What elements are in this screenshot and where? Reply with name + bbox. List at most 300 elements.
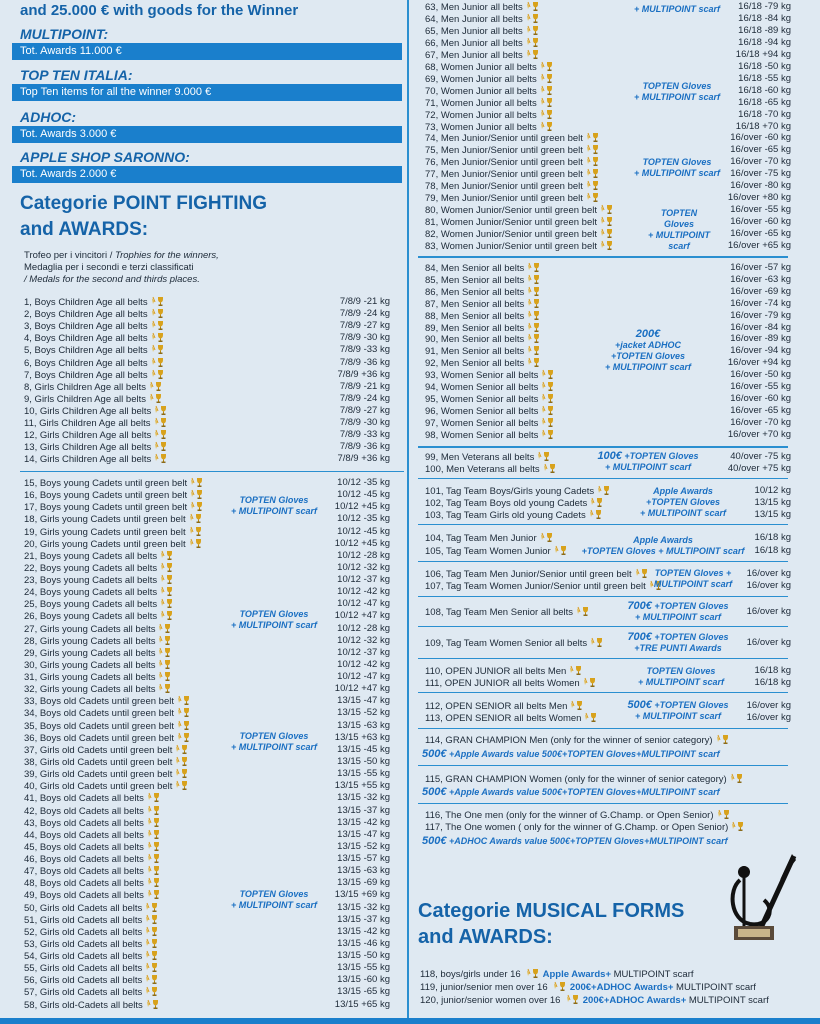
sponsor-title-topten: TOP TEN ITALIA: — [20, 67, 133, 83]
category-row — [425, 606, 795, 618]
category-age-weight: 13/15 -65 kg — [337, 986, 390, 998]
category-age-weight: 16/over kg — [746, 712, 791, 723]
trophy-icon — [175, 744, 189, 755]
category-age-weight: 7/8/9 -27 kg — [339, 404, 390, 416]
category-age-weight: 10/12 -35 kg — [337, 513, 390, 525]
category-name: 8, Girls Children Age all belts — [24, 381, 146, 393]
trophy-icon — [540, 109, 554, 120]
award-note-line: TOPTEN — [660, 208, 698, 218]
category-label — [24, 369, 165, 382]
category-name: 88, Men Senior all belts — [425, 310, 525, 322]
award-note-young-cadets-all — [224, 609, 324, 631]
trophy-icon — [151, 296, 165, 307]
category-name: 83, Women Junior/Senior until green belt — [425, 241, 597, 252]
category-label — [24, 598, 174, 611]
musical-forms-heading — [418, 898, 684, 950]
category-age-weight: 13/15 -63 kg — [337, 865, 390, 877]
category-age-weight: 16/over -69 kg — [730, 285, 791, 297]
category-age-weight: 16/18 +94 kg — [735, 48, 791, 60]
category-row — [425, 485, 795, 497]
trophy-icon — [160, 550, 174, 561]
category-name: 17, Boys young Cadets until green belt — [24, 502, 188, 514]
category-name: 33, Boys old Cadets until green belt — [24, 696, 174, 708]
category-row — [24, 841, 396, 853]
trophy-icon — [554, 545, 568, 556]
award-note-line: + MULTIPOINT scarf — [604, 362, 692, 372]
category-name: 50, Girls old Cadets all belts — [24, 902, 143, 914]
trophy-icon — [541, 393, 555, 404]
trophy-icon — [158, 671, 172, 682]
category-name: 36, Boys old Cadets until green belt — [24, 732, 174, 744]
trophy-icon — [158, 623, 172, 634]
category-age-weight: 16/over -84 kg — [730, 321, 791, 333]
category-age-weight: 16/18 -70 kg — [738, 108, 791, 120]
trophy-icon — [177, 732, 191, 743]
category-name: 4, Boys Children Age all belts — [24, 333, 148, 345]
note-line-2: Medaglia per i secondi e terzi classificati — [24, 262, 194, 273]
category-row — [24, 405, 396, 417]
bottom-bar — [0, 1018, 820, 1024]
gran-champion-women-label: 115, GRAN CHAMPION Women (only for the winner of senior category) — [425, 774, 727, 785]
category-name: 113, OPEN SENIOR all belts Women — [425, 713, 582, 724]
category-row — [24, 683, 396, 695]
trophy-icon — [190, 501, 204, 512]
sponsor-bar-topten: Top Ten items for all the winner 9.000 € — [12, 84, 402, 101]
gran-champion-women-award-text: +Apple Awards value 500€+TOPTEN Gloves+MULTIPOINT scarf — [446, 787, 720, 797]
category-name: 11, Girls Children Age all belts — [24, 418, 151, 429]
award-note-line: + MULTIPOINT scarf — [230, 506, 318, 516]
separator-line — [418, 256, 788, 258]
category-age-weight: 16/18 kg — [754, 665, 791, 676]
category-age-weight: 16/over -94 kg — [730, 345, 791, 357]
category-age-weight: 16/over +70 kg — [727, 428, 791, 440]
category-row — [24, 320, 396, 332]
category-row — [24, 477, 396, 489]
trophy-icon — [151, 332, 165, 343]
category-label — [24, 381, 163, 394]
category-age-weight: 10/12 -28 kg — [337, 549, 390, 561]
category-age-weight: 13/15 -32 kg — [337, 792, 390, 804]
trophy-icon — [635, 568, 649, 579]
award-note-tag-junior — [580, 535, 746, 557]
category-row — [24, 805, 396, 817]
category-name: 104, Tag Team Men Junior — [425, 533, 537, 544]
category-name: 82, Women Junior/Senior until green belt — [425, 229, 597, 241]
trophy-icon — [527, 322, 541, 333]
category-row — [425, 665, 795, 677]
category-age-weight: 16/over -70 kg — [730, 156, 791, 168]
trophy-icon — [147, 805, 161, 816]
trophy-icon — [146, 999, 160, 1010]
trophy-icon — [583, 677, 597, 688]
category-label — [24, 320, 165, 333]
category-name: 49, Boys old Cadets all belts — [24, 890, 144, 902]
category-age-weight: 10/12 -35 kg — [337, 477, 390, 488]
category-row — [24, 489, 396, 501]
category-age-weight: 16/18 -50 kg — [738, 60, 791, 72]
category-row — [24, 357, 396, 369]
category-label — [425, 532, 554, 545]
category-name: 75, Men Junior/Senior until green belt — [425, 145, 583, 157]
trophy-icon — [147, 865, 161, 876]
category-row — [425, 109, 795, 121]
award-note-line: scarf — [668, 241, 690, 251]
trophy-icon — [160, 562, 174, 573]
trophy-icon — [145, 974, 159, 985]
category-row — [24, 671, 396, 683]
musical-forms-logo-icon — [720, 850, 798, 946]
category-row — [425, 97, 795, 109]
category-age-weight: 16/over +65 kg — [727, 240, 791, 251]
award-note-line: TOPTEN Gloves — [239, 889, 309, 899]
separator-line — [418, 765, 788, 766]
trophy-icon — [570, 700, 584, 711]
category-name: 15, Boys young Cadets until green belt — [24, 478, 188, 489]
trophy-icon — [160, 598, 174, 609]
award-note-line: 200€ — [635, 328, 661, 340]
separator-line — [418, 626, 788, 627]
category-label — [24, 308, 165, 321]
category-label — [24, 429, 168, 442]
category-row — [24, 817, 396, 829]
trophy-icon — [190, 489, 204, 500]
category-row — [425, 509, 795, 521]
category-age-weight: 7/8/9 -27 kg — [339, 320, 390, 332]
category-label — [24, 538, 203, 551]
category-label — [24, 780, 189, 793]
category-name: 41, Boys old Cadets all belts — [24, 793, 144, 805]
category-row — [24, 586, 396, 598]
category-label — [24, 720, 191, 733]
category-age-weight: 16/over -89 kg — [730, 333, 791, 345]
trophy-icon — [145, 938, 159, 949]
category-age-weight: 10/12 kg — [754, 485, 791, 496]
category-age-weight: 16/over -55 kg — [730, 381, 791, 392]
category-age-weight: 16/18 -65 kg — [738, 96, 791, 108]
category-row — [425, 25, 795, 37]
trophy-icon — [154, 405, 168, 416]
award-note-line: + MULTIPOINT scarf — [230, 742, 318, 752]
award-note-line: +TRE PUNTI Awards — [634, 643, 722, 653]
category-row — [425, 286, 795, 298]
separator-line — [418, 561, 788, 562]
category-name: 77, Men Junior/Senior until green belt — [425, 169, 583, 181]
category-name: 12, Girls Children Age all belts — [24, 430, 152, 442]
category-name: 9, Girls Children Age all belts — [24, 393, 146, 405]
category-name: 80, Women Junior/Senior until green belt — [425, 205, 597, 217]
award-note-line: TOPTEN Gloves — [239, 495, 309, 505]
trophy-icon — [541, 417, 555, 428]
category-age-weight: 13/15 kg — [754, 497, 791, 508]
gran-champion-men-label: 114, GRAN CHAMPION Men (only for the winner of senior category) — [425, 735, 713, 746]
musical-row-label: 120, junior/senior women over 16 — [420, 995, 564, 1006]
category-label — [24, 695, 191, 708]
musical-row — [420, 981, 756, 994]
trophy-icon — [584, 712, 598, 723]
category-label — [24, 805, 161, 818]
trophy-icon — [541, 369, 555, 380]
category-row — [24, 308, 396, 320]
category-row — [24, 647, 396, 659]
gran-champion-women-award-amount: 500€ — [422, 786, 447, 798]
category-row — [24, 513, 396, 525]
award-note-line: +TOPTEN Gloves — [645, 497, 721, 507]
category-age-weight: 13/15 -69 kg — [337, 877, 390, 889]
award-note-line: +TOPTEN Gloves — [610, 351, 686, 361]
category-label — [24, 732, 191, 745]
category-row — [24, 707, 396, 719]
sponsor-bar-adhoc: Tot. Awards 3.000 € — [12, 126, 402, 143]
category-label — [425, 240, 614, 253]
trophy-icon — [590, 497, 604, 508]
category-name: 91, Men Senior all belts — [425, 346, 525, 358]
category-name: 58, Girls old-Cadets all belts — [24, 999, 143, 1011]
the-one-women — [425, 821, 745, 834]
trophy-icon — [154, 441, 168, 452]
category-label — [24, 999, 160, 1012]
trophy-icon — [147, 877, 161, 888]
category-age-weight: 10/12 -37 kg — [337, 646, 390, 658]
category-age-weight: 16/18 -79 kg — [738, 1, 791, 12]
musical-row-extra: MULTIPOINT scarf — [686, 995, 769, 1006]
trophy-icon — [145, 962, 159, 973]
category-age-weight: 10/12 +47 kg — [334, 610, 390, 622]
category-age-weight: 10/12 -28 kg — [337, 622, 390, 634]
category-row — [425, 13, 795, 25]
category-label — [24, 768, 189, 781]
category-label — [425, 712, 598, 725]
category-age-weight: 16/over -57 kg — [730, 262, 791, 273]
trophy-icon — [540, 73, 554, 84]
trophy-icon — [590, 637, 604, 648]
category-name: 18, Girls young Cadets until green belt — [24, 514, 186, 526]
category-name: 42, Boys old Cadets all belts — [24, 805, 144, 817]
category-row — [24, 986, 396, 998]
category-row — [24, 598, 396, 610]
category-age-weight: 13/15 -52 kg — [337, 707, 390, 719]
category-row — [425, 393, 795, 405]
category-age-weight: 16/over kg — [746, 568, 791, 579]
gran-champion-men-award-text: +Apple Awards value 500€+TOPTEN Gloves+MULTIPOINT scarf — [446, 749, 720, 759]
award-note-tag-js-green — [650, 568, 736, 590]
award-note-line: + MULTIPOINT scarf — [633, 168, 721, 178]
category-row — [425, 381, 795, 393]
award-note-line: + MULTIPOINT scarf — [604, 462, 692, 472]
category-age-weight: 10/12 -45 kg — [337, 489, 390, 501]
category-name: 84, Men Senior all belts — [425, 263, 525, 274]
award-note-line: Apple Awards — [633, 535, 693, 545]
category-age-weight: 16/18 kg — [754, 677, 791, 688]
trophy-icon — [586, 180, 600, 191]
category-label — [425, 677, 597, 690]
category-name: 95, Women Senior all belts — [425, 393, 539, 405]
category-row — [24, 780, 396, 792]
award-note-line: +TOPTEN Gloves — [651, 700, 729, 710]
category-name: 68, Women Junior all belts — [425, 61, 537, 73]
category-row — [425, 262, 795, 274]
musical-row — [420, 994, 769, 1007]
category-name: 107, Tag Team Women Junior/Senior until green belt — [425, 581, 646, 592]
the-one-award-amount: 500€ — [422, 835, 447, 847]
the-one-award-text: +ADHOC Awards value 500€+TOPTEN Gloves+MULTIPOINT scarf — [446, 836, 728, 846]
award-note-women-js-green — [636, 208, 722, 252]
category-label — [425, 606, 590, 619]
category-age-weight: 10/12 -45 kg — [337, 525, 390, 537]
category-row — [425, 204, 795, 216]
category-row — [425, 298, 795, 310]
trophy-icon — [154, 429, 168, 440]
category-age-weight: 7/8/9 +36 kg — [337, 453, 390, 465]
award-note-men-junior — [622, 4, 732, 15]
musical-forms-heading-line: Categorie MUSICAL FORMS — [418, 900, 685, 922]
category-name: 106, Tag Team Men Junior/Senior until green belt — [425, 569, 632, 580]
gran-champion-men-award — [422, 748, 720, 760]
category-age-weight: 7/8/9 -33 kg — [339, 344, 390, 356]
category-name: 38, Girls old Cadets until green belt — [24, 756, 173, 768]
trophy-icon — [541, 429, 555, 440]
award-note-line: +TOPTEN Gloves — [651, 601, 729, 611]
category-age-weight: 13/15 -47 kg — [337, 695, 390, 707]
sponsor-title-apple: APPLE SHOP SARONNO: — [20, 149, 190, 165]
award-note-line: + MULTIPOINT scarf — [634, 612, 722, 622]
award-note-line: + MULTIPOINT scarf — [639, 508, 727, 518]
category-name: 3, Boys Children Age all belts — [24, 321, 148, 333]
category-name: 98, Women Senior all belts — [425, 429, 539, 441]
category-name: 26, Boys young Cadets all belts — [24, 611, 158, 623]
category-row — [24, 381, 396, 393]
category-age-weight: 10/12 -32 kg — [337, 634, 390, 646]
category-age-weight: 13/15 kg — [754, 509, 791, 520]
category-age-weight: 10/12 -42 kg — [337, 658, 390, 670]
category-name: 54, Girls old Cadets all belts — [24, 951, 143, 963]
category-name: 76, Men Junior/Senior until green belt — [425, 157, 583, 169]
trophy-icon — [527, 274, 541, 285]
trophy-icon — [160, 574, 174, 585]
category-row — [24, 538, 396, 550]
award-note-open-senior — [620, 700, 736, 722]
trophy-icon — [158, 647, 172, 658]
category-name: 92, Men Senior all belts — [425, 358, 525, 370]
separator-line — [418, 658, 788, 659]
trophy-icon — [716, 734, 730, 745]
trophy-icon — [160, 586, 174, 597]
trophy-icon — [586, 168, 600, 179]
category-name: 94, Women Senior all belts — [425, 382, 539, 393]
award-note-veterans — [588, 451, 708, 473]
trophy-icon — [177, 720, 191, 731]
award-note-line: + MULTIPOINT scarf — [230, 620, 318, 630]
category-age-weight: 13/15 +65 kg — [334, 998, 390, 1010]
category-label — [24, 659, 172, 672]
category-row — [24, 950, 396, 962]
category-label — [24, 962, 159, 975]
category-name: 72, Women Junior all belts — [425, 109, 537, 121]
category-name: 102, Tag Team Boys old young Cadets — [425, 498, 588, 509]
gran-champion-men-award-amount: 500€ — [422, 748, 447, 760]
category-name: 53, Girls old Cadets all belts — [24, 938, 143, 950]
category-name: 39, Girls old Cadets until green belt — [24, 769, 173, 781]
category-label — [24, 877, 161, 890]
category-label — [425, 545, 568, 558]
category-row — [24, 623, 396, 635]
category-label — [24, 829, 161, 842]
category-age-weight: 16/18 -84 kg — [738, 12, 791, 24]
category-age-weight: 16/over -60 kg — [730, 216, 791, 228]
category-age-weight: 16/18 -89 kg — [738, 24, 791, 36]
category-label — [24, 586, 174, 599]
trophy-icon — [158, 635, 172, 646]
category-row — [24, 756, 396, 768]
category-age-weight: 16/18 +70 kg — [735, 120, 791, 132]
award-note-line: +TOPTEN Gloves + MULTIPOINT scarf — [581, 546, 745, 556]
category-age-weight: 10/12 -47 kg — [337, 671, 390, 683]
category-age-weight: 13/15 -60 kg — [337, 974, 390, 986]
category-name: 6, Boys Children Age all belts — [24, 357, 148, 369]
category-name: 55, Girls old Cadets all belts — [24, 963, 143, 975]
category-age-weight: 13/15 -42 kg — [337, 925, 390, 937]
sponsor-bar-apple: Tot. Awards 2.000 € — [12, 166, 402, 183]
trophy-icon — [189, 538, 203, 549]
separator-line — [418, 728, 788, 729]
trophy-icon — [147, 817, 161, 828]
category-label — [24, 550, 174, 563]
category-row — [24, 792, 396, 804]
award-note-line: TOPTEN Gloves — [642, 157, 712, 167]
category-name: 45, Boys old Cadets all belts — [24, 841, 144, 853]
category-name: 23, Boys young Cadets all belts — [24, 575, 158, 587]
trophy-icon — [189, 513, 203, 524]
winner-prize-line: and 25.000 € with goods for the Winner — [20, 2, 299, 19]
trophy-icon — [600, 216, 614, 227]
category-label — [24, 817, 161, 830]
category-name: 70, Women Junior all belts — [425, 85, 537, 97]
trophy-icon — [151, 369, 165, 380]
category-name: 67, Men Junior all belts — [425, 49, 523, 61]
trophy-icon — [177, 695, 191, 706]
category-label — [24, 441, 168, 454]
sponsor-title-multipoint: MULTIPOINT: — [20, 26, 109, 42]
category-row — [24, 974, 396, 986]
separator-line — [20, 471, 404, 472]
category-name: 21, Boys young Cadets all belts — [24, 550, 158, 562]
category-name: 111, OPEN JUNIOR all belts Women — [425, 678, 580, 689]
trophy-icon — [527, 333, 541, 344]
category-label — [24, 841, 161, 854]
separator-line — [418, 596, 788, 597]
category-row — [24, 962, 396, 974]
category-row — [425, 37, 795, 49]
category-label — [24, 562, 174, 575]
category-label — [24, 914, 159, 927]
category-name: 97, Women Senior all belts — [425, 417, 539, 429]
award-note-line: 700€ — [627, 631, 652, 643]
category-name: 25, Boys young Cadets all belts — [24, 599, 158, 611]
trophy-icon — [526, 25, 540, 36]
category-row — [24, 659, 396, 671]
trophy-icon — [541, 405, 555, 416]
category-row — [24, 889, 396, 901]
category-name: 29, Girls young Cadets all belts — [24, 647, 156, 659]
category-name: 85, Men Senior all belts — [425, 274, 525, 286]
trophy-icon — [586, 132, 600, 143]
award-note-line: 100€ — [597, 450, 622, 462]
category-age-weight: 7/8/9 -30 kg — [339, 332, 390, 344]
category-age-weight: 13/15 -50 kg — [337, 755, 390, 767]
category-row — [24, 296, 396, 308]
category-row — [24, 344, 396, 356]
category-label — [24, 417, 168, 430]
trophy-icon — [147, 889, 161, 900]
